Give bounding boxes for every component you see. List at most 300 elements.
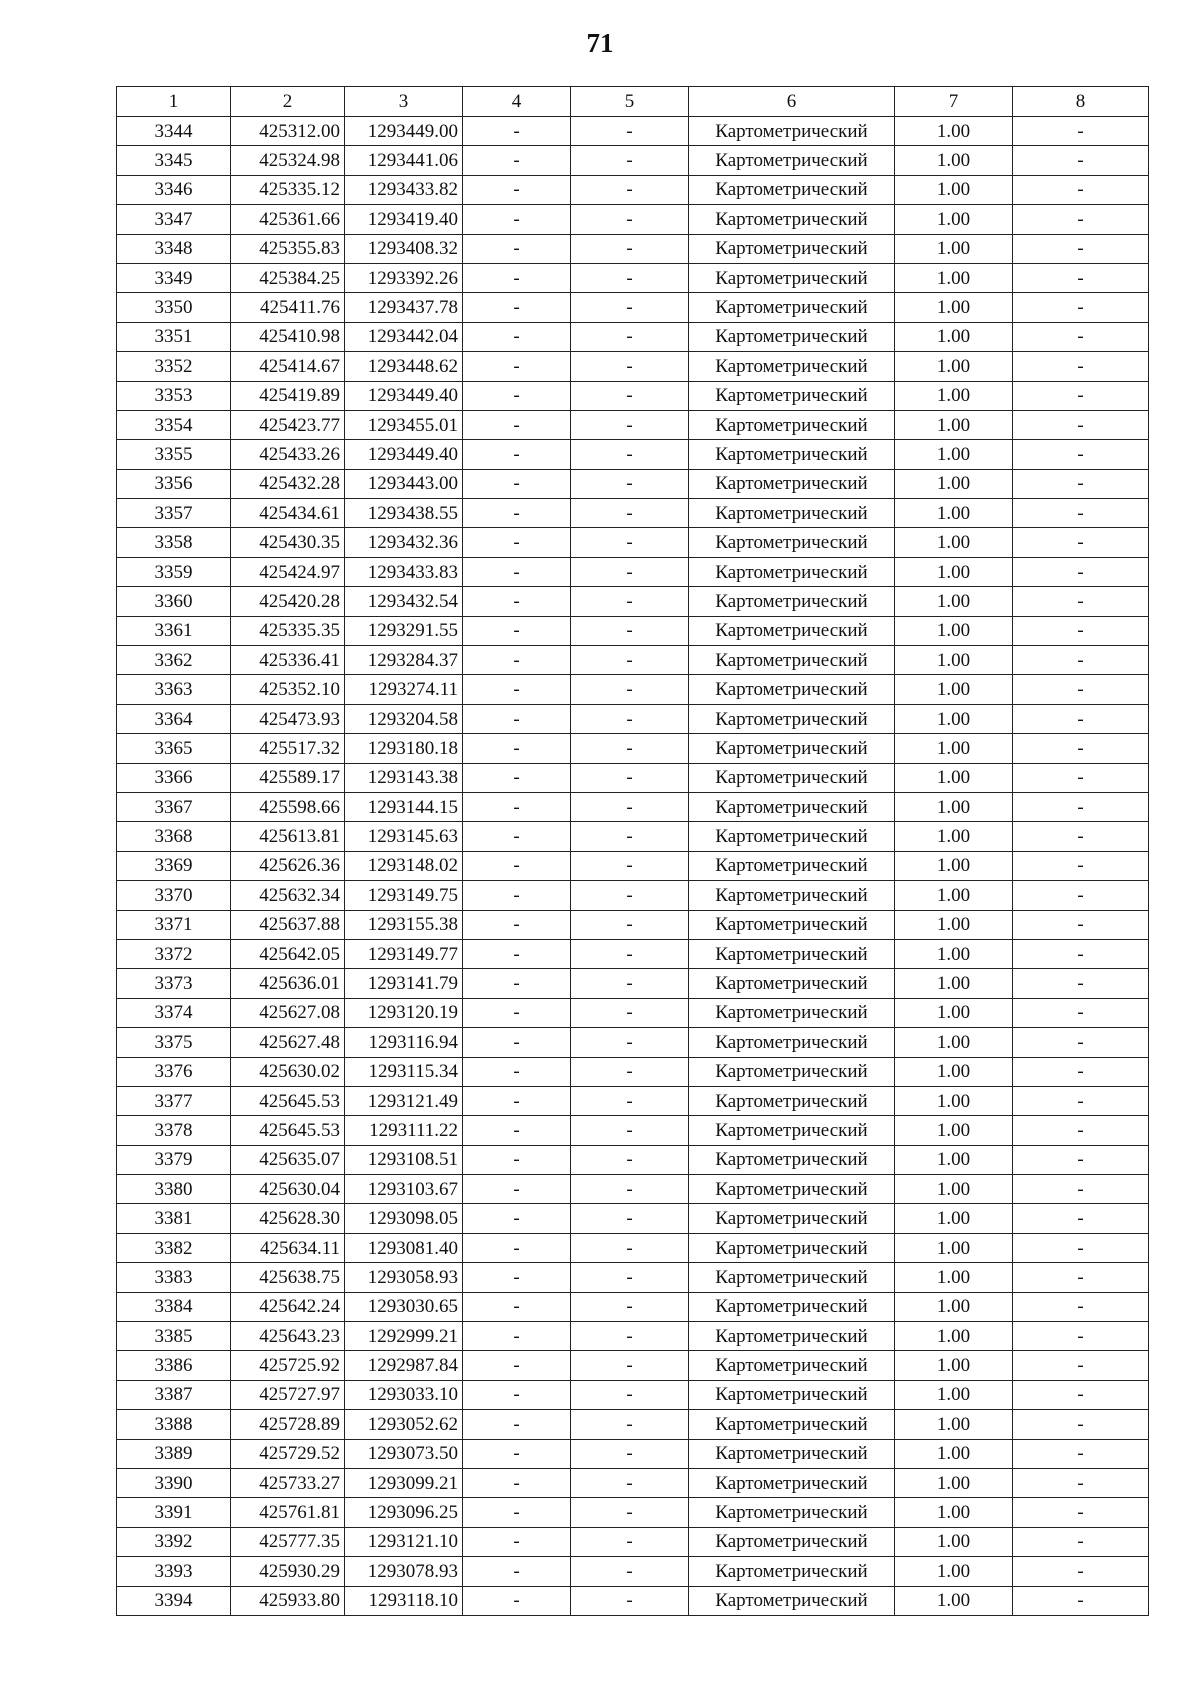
- cell-accuracy: 1.00: [895, 881, 1013, 910]
- cell-coord-y: 1293149.75: [345, 881, 463, 910]
- cell-coord-y: 1293449.00: [345, 117, 463, 146]
- cell-col-5: -: [571, 1527, 689, 1556]
- cell-accuracy: 1.00: [895, 205, 1013, 234]
- cell-method: Картометрический: [689, 1468, 895, 1497]
- cell-col-8: -: [1013, 499, 1149, 528]
- cell-col-4: -: [463, 851, 571, 880]
- cell-method: Картометрический: [689, 704, 895, 733]
- table-row: [117, 117, 1149, 146]
- cell-col-4: -: [463, 910, 571, 939]
- table-row: [117, 910, 1149, 939]
- cell-coord-y: 1293121.49: [345, 1086, 463, 1115]
- cell-col-8: -: [1013, 734, 1149, 763]
- cell-col-8: -: [1013, 1263, 1149, 1292]
- cell-point-number: 3383: [117, 1263, 231, 1292]
- table-row: [117, 1175, 1149, 1204]
- cell-point-number: 3391: [117, 1498, 231, 1527]
- cell-method: Картометрический: [689, 1410, 895, 1439]
- table-row: [117, 175, 1149, 204]
- cell-coord-y: 1293449.40: [345, 381, 463, 410]
- cell-col-4: -: [463, 1116, 571, 1145]
- cell-method: Картометрический: [689, 146, 895, 175]
- cell-col-4: -: [463, 205, 571, 234]
- table-row: [117, 734, 1149, 763]
- cell-point-number: 3382: [117, 1233, 231, 1262]
- cell-col-5: -: [571, 704, 689, 733]
- page-number: 71: [586, 28, 614, 58]
- cell-coord-y: 1293442.04: [345, 322, 463, 351]
- cell-col-4: -: [463, 440, 571, 469]
- cell-coord-y: 1293058.93: [345, 1263, 463, 1292]
- cell-accuracy: 1.00: [895, 469, 1013, 498]
- cell-point-number: 3366: [117, 763, 231, 792]
- cell-coord-y: 1293432.54: [345, 587, 463, 616]
- cell-accuracy: 1.00: [895, 1586, 1013, 1615]
- cell-method: Картометрический: [689, 1057, 895, 1086]
- cell-col-8: -: [1013, 1233, 1149, 1262]
- cell-coord-y: 1293108.51: [345, 1145, 463, 1174]
- cell-method: Картометрический: [689, 1351, 895, 1380]
- cell-accuracy: 1.00: [895, 1263, 1013, 1292]
- cell-coord-y: 1293408.32: [345, 234, 463, 263]
- cell-col-4: -: [463, 734, 571, 763]
- cell-point-number: 3370: [117, 881, 231, 910]
- cell-coord-y: 1293033.10: [345, 1380, 463, 1409]
- cell-col-4: -: [463, 881, 571, 910]
- cell-point-number: 3392: [117, 1527, 231, 1556]
- cell-coord-x: 425336.41: [231, 646, 345, 675]
- cell-method: Картометрический: [689, 469, 895, 498]
- cell-coord-x: 425473.93: [231, 704, 345, 733]
- cell-point-number: 3379: [117, 1145, 231, 1174]
- cell-accuracy: 1.00: [895, 1233, 1013, 1262]
- cell-col-8: -: [1013, 234, 1149, 263]
- cell-coord-y: 1293111.22: [345, 1116, 463, 1145]
- cell-accuracy: 1.00: [895, 410, 1013, 439]
- cell-col-4: -: [463, 1498, 571, 1527]
- cell-col-4: -: [463, 1468, 571, 1497]
- cell-coord-x: 425335.12: [231, 175, 345, 204]
- cell-method: Картометрический: [689, 675, 895, 704]
- cell-col-5: -: [571, 293, 689, 322]
- cell-coord-y: 1293098.05: [345, 1204, 463, 1233]
- cell-col-8: -: [1013, 1468, 1149, 1497]
- cell-accuracy: 1.00: [895, 734, 1013, 763]
- cell-coord-y: 1293145.63: [345, 822, 463, 851]
- table-row: [117, 410, 1149, 439]
- cell-coord-x: 425627.08: [231, 998, 345, 1027]
- cell-method: Картометрический: [689, 734, 895, 763]
- cell-coord-y: 1293204.58: [345, 704, 463, 733]
- cell-accuracy: 1.00: [895, 146, 1013, 175]
- cell-method: Картометрический: [689, 998, 895, 1027]
- table-row: [117, 499, 1149, 528]
- cell-point-number: 3371: [117, 910, 231, 939]
- column-header-6: 6: [689, 87, 895, 117]
- cell-col-8: -: [1013, 557, 1149, 586]
- cell-method: Картометрический: [689, 205, 895, 234]
- cell-col-5: -: [571, 175, 689, 204]
- cell-coord-x: 425384.25: [231, 263, 345, 292]
- table-row: [117, 381, 1149, 410]
- table-row: [117, 1116, 1149, 1145]
- cell-method: Картометрический: [689, 1586, 895, 1615]
- cell-method: Картометрический: [689, 1204, 895, 1233]
- cell-point-number: 3348: [117, 234, 231, 263]
- table-row: [117, 1233, 1149, 1262]
- table-row: [117, 998, 1149, 1027]
- cell-method: Картометрический: [689, 1557, 895, 1586]
- cell-coord-x: 425613.81: [231, 822, 345, 851]
- cell-col-8: -: [1013, 851, 1149, 880]
- cell-accuracy: 1.00: [895, 646, 1013, 675]
- cell-col-5: -: [571, 1351, 689, 1380]
- cell-col-8: -: [1013, 469, 1149, 498]
- cell-col-4: -: [463, 1263, 571, 1292]
- cell-coord-x: 425626.36: [231, 851, 345, 880]
- cell-method: Картометрический: [689, 117, 895, 146]
- cell-coord-x: 425312.00: [231, 117, 345, 146]
- cell-method: Картометрический: [689, 352, 895, 381]
- cell-point-number: 3386: [117, 1351, 231, 1380]
- cell-col-4: -: [463, 1586, 571, 1615]
- cell-coord-y: 1293448.62: [345, 352, 463, 381]
- table-row: [117, 851, 1149, 880]
- cell-point-number: 3369: [117, 851, 231, 880]
- cell-coord-y: 1293443.00: [345, 469, 463, 498]
- cell-col-4: -: [463, 322, 571, 351]
- cell-col-8: -: [1013, 675, 1149, 704]
- cell-col-4: -: [463, 557, 571, 586]
- cell-coord-y: 1293030.65: [345, 1292, 463, 1321]
- cell-col-8: -: [1013, 910, 1149, 939]
- cell-coord-x: 425933.80: [231, 1586, 345, 1615]
- table-row: [117, 675, 1149, 704]
- cell-point-number: 3368: [117, 822, 231, 851]
- cell-accuracy: 1.00: [895, 910, 1013, 939]
- cell-method: Картометрический: [689, 440, 895, 469]
- cell-col-8: -: [1013, 205, 1149, 234]
- cell-col-5: -: [571, 1057, 689, 1086]
- cell-point-number: 3356: [117, 469, 231, 498]
- cell-method: Картометрический: [689, 1322, 895, 1351]
- table-row: [117, 969, 1149, 998]
- table-row: [117, 763, 1149, 792]
- table-body: [117, 117, 1149, 1616]
- cell-col-4: -: [463, 1557, 571, 1586]
- cell-coord-y: 1293099.21: [345, 1468, 463, 1497]
- cell-point-number: 3350: [117, 293, 231, 322]
- cell-coord-x: 425355.83: [231, 234, 345, 263]
- cell-col-5: -: [571, 322, 689, 351]
- cell-point-number: 3362: [117, 646, 231, 675]
- cell-point-number: 3361: [117, 616, 231, 645]
- cell-col-5: -: [571, 675, 689, 704]
- table-row: [117, 1263, 1149, 1292]
- cell-point-number: 3344: [117, 117, 231, 146]
- table-row: [117, 293, 1149, 322]
- cell-col-8: -: [1013, 322, 1149, 351]
- cell-accuracy: 1.00: [895, 822, 1013, 851]
- cell-col-5: -: [571, 939, 689, 968]
- cell-method: Картометрический: [689, 939, 895, 968]
- cell-coord-y: 1293143.38: [345, 763, 463, 792]
- cell-coord-y: 1293096.25: [345, 1498, 463, 1527]
- cell-col-8: -: [1013, 1586, 1149, 1615]
- cell-coord-x: 425632.34: [231, 881, 345, 910]
- cell-accuracy: 1.00: [895, 1116, 1013, 1145]
- cell-accuracy: 1.00: [895, 499, 1013, 528]
- cell-coord-y: 1293144.15: [345, 792, 463, 821]
- cell-coord-y: 1293121.10: [345, 1527, 463, 1556]
- cell-col-8: -: [1013, 1527, 1149, 1556]
- cell-coord-y: 1292987.84: [345, 1351, 463, 1380]
- cell-col-5: -: [571, 263, 689, 292]
- cell-col-4: -: [463, 646, 571, 675]
- table-row: [117, 557, 1149, 586]
- cell-accuracy: 1.00: [895, 557, 1013, 586]
- cell-col-4: -: [463, 1028, 571, 1057]
- table-row: [117, 440, 1149, 469]
- cell-col-4: -: [463, 939, 571, 968]
- cell-coord-x: 425419.89: [231, 381, 345, 410]
- cell-col-8: -: [1013, 1498, 1149, 1527]
- cell-col-5: -: [571, 499, 689, 528]
- cell-point-number: 3358: [117, 528, 231, 557]
- cell-col-5: -: [571, 1322, 689, 1351]
- cell-coord-x: 425634.11: [231, 1233, 345, 1262]
- cell-coord-x: 425432.28: [231, 469, 345, 498]
- cell-col-8: -: [1013, 1292, 1149, 1321]
- cell-coord-x: 425424.97: [231, 557, 345, 586]
- cell-col-4: -: [463, 1439, 571, 1468]
- cell-col-5: -: [571, 998, 689, 1027]
- table-row: [117, 1439, 1149, 1468]
- cell-col-5: -: [571, 528, 689, 557]
- table-row: [117, 587, 1149, 616]
- cell-col-4: -: [463, 175, 571, 204]
- cell-col-4: -: [463, 822, 571, 851]
- cell-col-4: -: [463, 1233, 571, 1262]
- cell-col-4: -: [463, 675, 571, 704]
- cell-coord-y: 1293392.26: [345, 263, 463, 292]
- cell-method: Картометрический: [689, 910, 895, 939]
- cell-point-number: 3387: [117, 1380, 231, 1409]
- cell-coord-y: 1293155.38: [345, 910, 463, 939]
- cell-point-number: 3346: [117, 175, 231, 204]
- cell-method: Картометрический: [689, 234, 895, 263]
- cell-col-4: -: [463, 1057, 571, 1086]
- cell-col-8: -: [1013, 146, 1149, 175]
- table-header: [117, 87, 1149, 117]
- cell-col-5: -: [571, 1498, 689, 1527]
- cell-method: Картометрический: [689, 499, 895, 528]
- cell-point-number: 3357: [117, 499, 231, 528]
- cell-col-4: -: [463, 528, 571, 557]
- cell-point-number: 3359: [117, 557, 231, 586]
- cell-col-5: -: [571, 1468, 689, 1497]
- cell-point-number: 3360: [117, 587, 231, 616]
- table-row: [117, 1410, 1149, 1439]
- cell-point-number: 3365: [117, 734, 231, 763]
- cell-coord-y: 1293441.06: [345, 146, 463, 175]
- table-row: [117, 1028, 1149, 1057]
- cell-accuracy: 1.00: [895, 1468, 1013, 1497]
- cell-coord-y: 1293148.02: [345, 851, 463, 880]
- cell-coord-x: 425433.26: [231, 440, 345, 469]
- cell-accuracy: 1.00: [895, 1292, 1013, 1321]
- cell-accuracy: 1.00: [895, 1439, 1013, 1468]
- cell-point-number: 3381: [117, 1204, 231, 1233]
- cell-col-8: -: [1013, 1145, 1149, 1174]
- cell-coord-y: 1293103.67: [345, 1175, 463, 1204]
- cell-coord-x: 425630.02: [231, 1057, 345, 1086]
- cell-coord-x: 425636.01: [231, 969, 345, 998]
- cell-accuracy: 1.00: [895, 1380, 1013, 1409]
- cell-coord-y: 1293291.55: [345, 616, 463, 645]
- cell-point-number: 3374: [117, 998, 231, 1027]
- cell-col-4: -: [463, 263, 571, 292]
- cell-col-4: -: [463, 1175, 571, 1204]
- cell-coord-y: 1293274.11: [345, 675, 463, 704]
- column-header-4: 4: [463, 87, 571, 117]
- cell-col-5: -: [571, 381, 689, 410]
- table-row: [117, 1292, 1149, 1321]
- cell-coord-y: 1293437.78: [345, 293, 463, 322]
- cell-coord-x: 425335.35: [231, 616, 345, 645]
- cell-coord-x: 425643.23: [231, 1322, 345, 1351]
- header-row: [117, 87, 1149, 117]
- cell-coord-x: 425729.52: [231, 1439, 345, 1468]
- cell-col-8: -: [1013, 381, 1149, 410]
- cell-col-4: -: [463, 499, 571, 528]
- cell-col-4: -: [463, 704, 571, 733]
- cell-method: Картометрический: [689, 1263, 895, 1292]
- cell-col-5: -: [571, 1586, 689, 1615]
- table-row: [117, 322, 1149, 351]
- cell-method: Картометрический: [689, 822, 895, 851]
- cell-coord-x: 425645.53: [231, 1116, 345, 1145]
- cell-col-4: -: [463, 1527, 571, 1556]
- cell-col-4: -: [463, 792, 571, 821]
- cell-coord-y: 1293141.79: [345, 969, 463, 998]
- cell-method: Картометрический: [689, 410, 895, 439]
- cell-point-number: 3353: [117, 381, 231, 410]
- cell-col-4: -: [463, 1322, 571, 1351]
- cell-col-5: -: [571, 1439, 689, 1468]
- cell-col-8: -: [1013, 293, 1149, 322]
- cell-coord-x: 425589.17: [231, 763, 345, 792]
- cell-col-8: -: [1013, 1086, 1149, 1115]
- table-row: [117, 1468, 1149, 1497]
- column-header-8: 8: [1013, 87, 1149, 117]
- table-row: [117, 205, 1149, 234]
- cell-accuracy: 1.00: [895, 851, 1013, 880]
- cell-col-5: -: [571, 1292, 689, 1321]
- table-row: [117, 704, 1149, 733]
- cell-accuracy: 1.00: [895, 939, 1013, 968]
- cell-col-5: -: [571, 1145, 689, 1174]
- cell-coord-x: 425420.28: [231, 587, 345, 616]
- table-row: [117, 146, 1149, 175]
- cell-col-5: -: [571, 1116, 689, 1145]
- cell-point-number: 3364: [117, 704, 231, 733]
- cell-accuracy: 1.00: [895, 322, 1013, 351]
- cell-method: Картометрический: [689, 1028, 895, 1057]
- cell-col-4: -: [463, 1410, 571, 1439]
- cell-accuracy: 1.00: [895, 117, 1013, 146]
- table-row: [117, 881, 1149, 910]
- cell-coord-x: 425352.10: [231, 675, 345, 704]
- cell-col-8: -: [1013, 763, 1149, 792]
- cell-coord-y: 1292999.21: [345, 1322, 463, 1351]
- cell-col-8: -: [1013, 881, 1149, 910]
- cell-col-5: -: [571, 1233, 689, 1262]
- cell-col-5: -: [571, 440, 689, 469]
- cell-col-4: -: [463, 969, 571, 998]
- cell-col-5: -: [571, 1557, 689, 1586]
- cell-coord-x: 425642.24: [231, 1292, 345, 1321]
- cell-point-number: 3349: [117, 263, 231, 292]
- cell-method: Картометрический: [689, 881, 895, 910]
- table-row: [117, 1057, 1149, 1086]
- cell-col-8: -: [1013, 1322, 1149, 1351]
- cell-accuracy: 1.00: [895, 1057, 1013, 1086]
- cell-col-4: -: [463, 1380, 571, 1409]
- table-row: [117, 939, 1149, 968]
- cell-accuracy: 1.00: [895, 792, 1013, 821]
- table-row: [117, 1086, 1149, 1115]
- cell-accuracy: 1.00: [895, 616, 1013, 645]
- cell-col-8: -: [1013, 939, 1149, 968]
- column-header-3: 3: [345, 87, 463, 117]
- cell-point-number: 3377: [117, 1086, 231, 1115]
- cell-col-4: -: [463, 1292, 571, 1321]
- table-row: [117, 1380, 1149, 1409]
- cell-accuracy: 1.00: [895, 1204, 1013, 1233]
- cell-coord-y: 1293433.82: [345, 175, 463, 204]
- cell-col-5: -: [571, 1380, 689, 1409]
- cell-col-5: -: [571, 1263, 689, 1292]
- table-row: [117, 1498, 1149, 1527]
- table-row: [117, 1351, 1149, 1380]
- cell-col-5: -: [571, 1086, 689, 1115]
- cell-coord-x: 425733.27: [231, 1468, 345, 1497]
- column-header-7: 7: [895, 87, 1013, 117]
- cell-col-8: -: [1013, 410, 1149, 439]
- cell-col-8: -: [1013, 175, 1149, 204]
- cell-col-4: -: [463, 146, 571, 175]
- cell-coord-x: 425628.30: [231, 1204, 345, 1233]
- cell-col-4: -: [463, 117, 571, 146]
- cell-col-8: -: [1013, 969, 1149, 998]
- cell-col-5: -: [571, 881, 689, 910]
- cell-point-number: 3380: [117, 1175, 231, 1204]
- cell-col-5: -: [571, 1028, 689, 1057]
- cell-col-4: -: [463, 998, 571, 1027]
- cell-point-number: 3347: [117, 205, 231, 234]
- cell-col-5: -: [571, 734, 689, 763]
- cell-point-number: 3373: [117, 969, 231, 998]
- cell-accuracy: 1.00: [895, 1175, 1013, 1204]
- cell-col-8: -: [1013, 1351, 1149, 1380]
- cell-coord-y: 1293052.62: [345, 1410, 463, 1439]
- cell-col-4: -: [463, 1086, 571, 1115]
- cell-col-5: -: [571, 616, 689, 645]
- cell-method: Картометрический: [689, 616, 895, 645]
- cell-col-8: -: [1013, 352, 1149, 381]
- cell-col-8: -: [1013, 792, 1149, 821]
